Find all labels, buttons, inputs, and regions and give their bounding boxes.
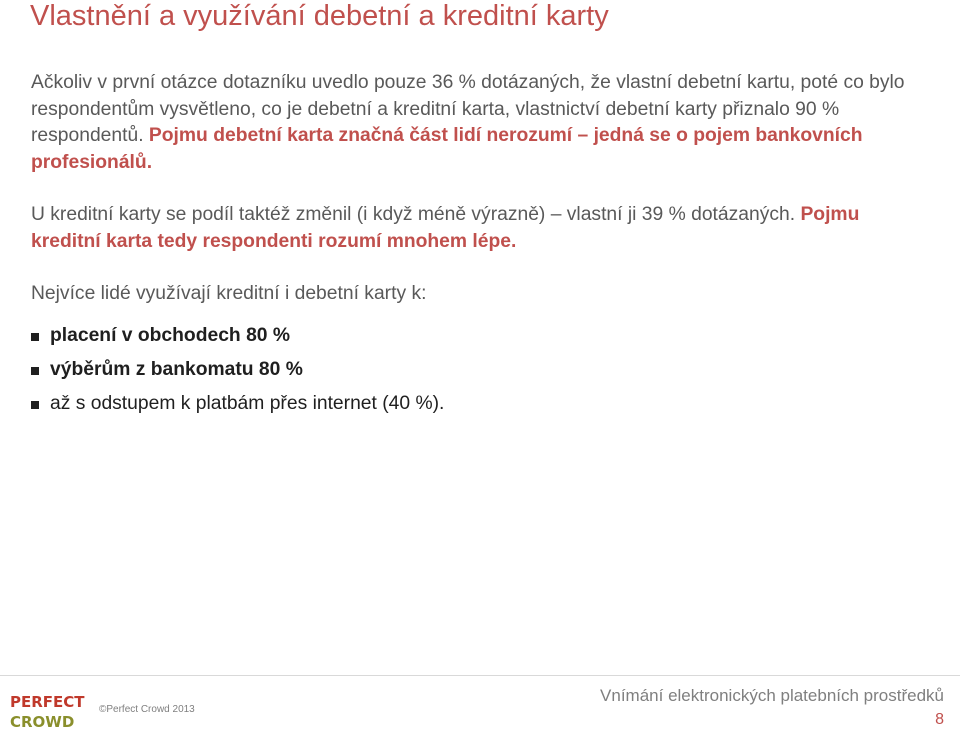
paragraph-debit-emphasis: Pojmu debetní karta značná část lidí nerozumí – jedná se o pojem bankovních profesionálů. <box>31 125 863 173</box>
footer-title: Vnímání elektronických platebních prostředků <box>600 686 944 705</box>
list-item-text: výběrům z bankomatu 80 % <box>50 359 303 381</box>
square-bullet-icon <box>31 367 39 375</box>
list-item <box>31 320 926 354</box>
list-item <box>31 354 926 388</box>
slide-body <box>31 70 926 422</box>
square-bullet-icon <box>31 401 39 409</box>
paragraph-debit <box>31 70 926 176</box>
paragraph-credit-emphasis: Pojmu kreditní karta tedy respondenti rozumí mnohem lépe. <box>31 204 860 252</box>
slide-title: Vlastnění a využívání debetní a kreditní karty <box>30 0 609 32</box>
square-bullet-icon <box>31 333 39 341</box>
paragraph-credit-text: U kreditní karty se podíl taktéž změnil (i když méně výrazně) – vlastní ji 39 % dotázaných. <box>31 204 801 225</box>
usage-list <box>31 320 926 422</box>
paragraph-credit <box>31 202 926 255</box>
page-number: 8 <box>935 711 944 728</box>
list-item <box>31 388 926 422</box>
logo-text-top: PERFECT <box>10 693 85 711</box>
paragraph-debit-text: Ačkoliv v první otázce dotazníku uvedlo pouze 36 % dotázaných, že vlastní debetní kartu, poté co bylo respondentům vysvětleno, co je debetní a kreditní karta, vlastnictví debetní karty přiznalo 90 % respondentů. <box>31 72 905 146</box>
logo-text-bottom: CROWD <box>10 713 75 730</box>
perfect-crowd-logo <box>10 690 90 735</box>
footer-divider <box>0 675 960 676</box>
list-item-text: placení v obchodech 80 % <box>50 325 291 347</box>
copyright-text: ©Perfect Crowd 2013 <box>99 704 195 715</box>
usage-intro: Nejvíce lidé využívají kreditní i debetní karty k: <box>31 283 427 304</box>
list-item-text: až s odstupem k platbám přes internet (40 %). <box>50 393 445 415</box>
